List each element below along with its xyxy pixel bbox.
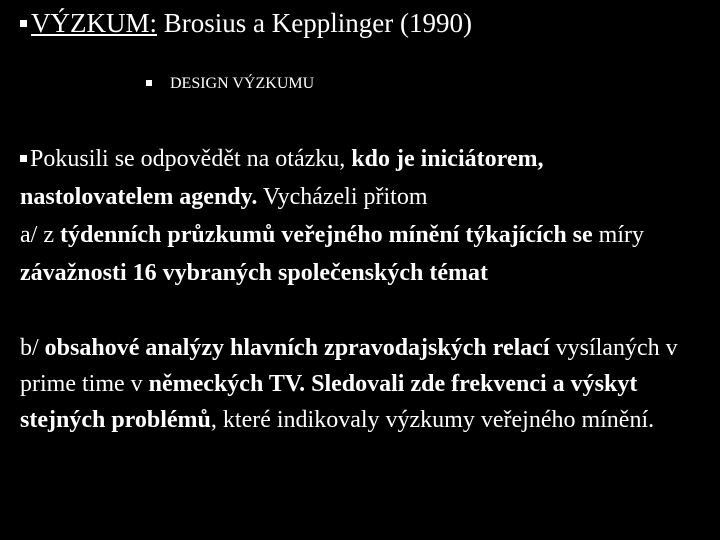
square-bullet-icon — [20, 155, 27, 162]
para-a-bold-1: kdo je iniciátorem, nastolovatelem agendy. — [20, 146, 544, 210]
para-b-text-3: , které indikovaly výzkumy veřejného mínění. — [210, 407, 655, 433]
paragraph-a — [20, 140, 700, 292]
para-b-text-2: vysílaných v prime time v — [20, 335, 678, 397]
para-b-text-1: b/ — [20, 335, 45, 361]
para-b-bold-2: německých TV. Sledovali zde frekvenci a výskyt stejných problémů — [20, 371, 638, 433]
para-b-bold-1: obsahové analýzy hlavních zpravodajských relací — [44, 335, 550, 361]
subbullet-design — [146, 72, 314, 96]
title-text: Brosius a Kepplinger (1990) — [157, 8, 472, 38]
slide-title — [20, 6, 472, 40]
para-a-text-2: Vycházeli přitom — [257, 184, 428, 210]
para-a-text-3: a/ z — [20, 222, 60, 248]
square-bullet-icon — [20, 20, 27, 27]
para-a-bold-2: týdenních průzkumů veřejného mínění týkajících se — [59, 222, 593, 248]
paragraph-b — [20, 330, 710, 438]
para-a-bold-3: závažnosti 16 vybraných společenských témat — [20, 260, 488, 286]
square-bullet-icon — [146, 80, 152, 86]
para-a-text-4: míry — [592, 222, 644, 248]
subbullet-text: DESIGN VÝZKUMU — [170, 75, 315, 92]
title-label: VÝZKUM: — [31, 8, 157, 38]
para-a-text-1: Pokusili se odpovědět na otázku, — [30, 146, 352, 172]
